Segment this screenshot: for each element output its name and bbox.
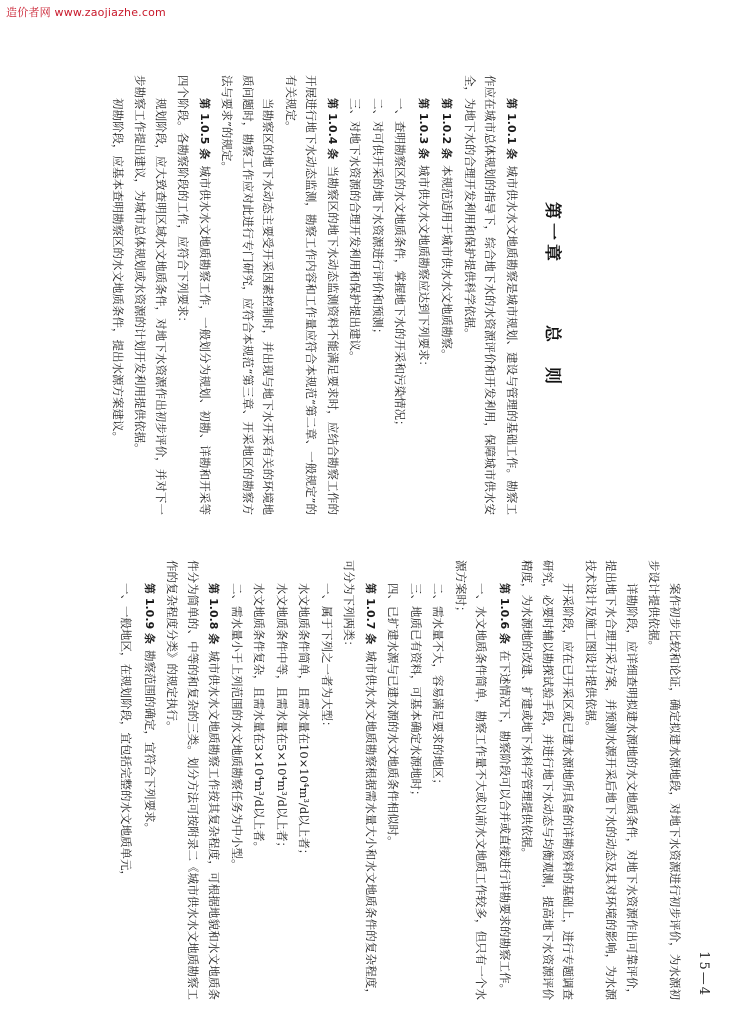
paragraph bbox=[162, 560, 225, 1000]
paragraph bbox=[581, 560, 643, 1000]
paragraph bbox=[390, 75, 411, 515]
paragraph-text: 开采阶段，应在已开采区或已建水源地所具备的详勘资料的基础上，进行专题调查研究，必要时辅以勘探试验手段，并进行地下水动态与均衡观测，提高地下水资源评价精度，为水源地的改建、扩建或地下水科学管理提供依据。 bbox=[520, 560, 576, 1000]
paragraph-text: 水文地质条件复杂，且需水量在3×10⁴m³/d以上者。 bbox=[252, 583, 267, 853]
paragraph-text: 当勘察区的地下水动态主要受开采因素控制时，并出现与地下水开采有关的环境地质问题时，勘察工作应对此进行专门研究，应符合本规范“第三章、开采地区的勘察方法与要求”的规定。 bbox=[220, 75, 276, 515]
paragraph bbox=[644, 560, 685, 1000]
paragraph-text: 规划阶段，应大致查明区域水文地质条件，对地下水资源作出初步评价，并对下一步勘察工作提出建议，为城市总体规划或水资源的计划开发利用提供依据。 bbox=[133, 75, 168, 515]
paragraph bbox=[139, 560, 161, 1000]
clause-number: 第 1.0.8 条 bbox=[207, 583, 221, 645]
paragraph-text: 二、需水量小于上列范围的水文地质勘察任务为中小型。 bbox=[230, 583, 244, 871]
paragraph bbox=[173, 75, 215, 515]
paragraph bbox=[281, 75, 344, 515]
paragraph-text: 勘察范围的确定，宜符合下列要求。 bbox=[143, 649, 157, 834]
paragraph bbox=[383, 560, 404, 1000]
paragraph bbox=[339, 560, 381, 1000]
rotated-page bbox=[95, 55, 715, 1015]
paragraph bbox=[428, 560, 449, 1000]
paragraph bbox=[345, 75, 366, 515]
right-body bbox=[116, 560, 685, 1000]
clause-number: 第 1.0.3 条 bbox=[417, 98, 430, 159]
paragraph-text: 初勘阶段，应基本查明勘察区的水文地质条件，提出水源方案建议。 bbox=[111, 98, 125, 443]
right-column bbox=[119, 560, 685, 1000]
page-number: 15—4 bbox=[696, 951, 711, 997]
paragraph bbox=[517, 560, 579, 1000]
clause-number: 第 1.0.5 条 bbox=[198, 98, 211, 160]
paragraph-text: 城市供水水文地质勘察根据需水量大小和水文地质条件的复杂程度，可分为下列两类： bbox=[342, 560, 378, 1000]
paragraph bbox=[460, 75, 523, 515]
paragraph-text: 城市供水水文地质勘察工作，一般划分为规划、初勘、详勘和开采等四个阶段。各勘察阶段的工作，应符合下列要求： bbox=[176, 75, 212, 515]
paragraph-text: 水文地质条件简单，且需水量在10×10⁴m³/d以上者； bbox=[297, 583, 312, 861]
paragraph-text: 水文地质条件中等，且需水量在5×10⁴m³/d以上者； bbox=[275, 583, 289, 853]
paragraph bbox=[272, 560, 293, 1000]
paragraph-text: 详勘阶段，应详细查明拟建水源地的水文地质条件，对地下水资源作出可靠评价，提出地下水合理开采方案，并预测水源开采后地下水的动态及其对环境的影响，为水源技术设计及施工图设计提供依据。 bbox=[584, 560, 639, 1000]
paragraph-text: 三、对地下水资源的合理开发利用和保护提出建议。 bbox=[348, 98, 363, 363]
paragraph bbox=[227, 560, 248, 1000]
paragraph bbox=[317, 560, 338, 1000]
left-body bbox=[108, 75, 523, 515]
chapter-label: 第一章 bbox=[542, 202, 562, 265]
chapter-heading bbox=[542, 75, 567, 515]
paragraph bbox=[130, 75, 171, 515]
paragraph-text: 一、水文地质条件简单，勘察工作量不大或以前水文地质工作较多，但只有一个水源方案时； bbox=[454, 560, 489, 1000]
paragraph-text: 四、已扩建水源与已建水源的水文地质条件相似时。 bbox=[386, 583, 401, 848]
clause-number: 第 1.0.1 条 bbox=[505, 98, 518, 160]
site-watermark: 造价者网 www.zaojiazhe.com bbox=[6, 6, 166, 19]
paragraph bbox=[116, 560, 137, 1000]
paragraph-text: 一、一般地区，在规划阶段，宜包括完整的水文地质单元， bbox=[119, 583, 134, 882]
paragraph bbox=[294, 560, 315, 1000]
clause-number: 第 1.0.6 条 bbox=[498, 583, 511, 644]
clause-number: 第 1.0.4 条 bbox=[326, 98, 339, 160]
paragraph bbox=[108, 75, 129, 515]
paragraph-text: 在下述情况下，勘察阶段可以合并或直接进行详勘要求的勘察工作。 bbox=[498, 649, 512, 995]
chapter-title: 总 则 bbox=[542, 325, 562, 388]
paragraph bbox=[406, 560, 427, 1000]
paragraph-text: 城市供水水文地质勘察应达到下列要求： bbox=[417, 164, 431, 372]
paragraph-text: 一、属于下列之一者为大型： bbox=[320, 583, 334, 733]
paragraph-text: 一、查明勘察区的水文地质条件，掌握地下水的开采和污染情况； bbox=[393, 98, 408, 432]
paragraph-text: 城市供水水文地质勘察是城市规划、建设与管理的基础工作。勘察工作应在城市总体规划的指导下，综合地下水的水资源评价和开发利用，保障城市供水安全，为地下水的合理开发利用和保护提供科学依据。 bbox=[463, 75, 519, 515]
paragraph-text: 当勘察区的地下水动态监测资料不能满足要求时，应结合勘察工作的开展进行地下水动态监测，勘察工作内容和工作量应符合本规范“第二章、一般规定”的有关规定。 bbox=[284, 75, 340, 515]
clause-number: 第 1.0.2 条 bbox=[440, 98, 454, 159]
paragraph bbox=[413, 75, 435, 515]
paragraph bbox=[436, 75, 458, 515]
clause-number: 第 1.0.9 条 bbox=[143, 583, 156, 644]
left-column bbox=[111, 75, 685, 515]
paragraph-text: 二、对可供开采的地下水资源进行评价和预测； bbox=[371, 98, 385, 340]
paragraph-text: 城市供水水文地质勘察工作按其复杂程度，可根据地貌和水文地质条件分为简单的、中等的和复杂的三类。划分方法可按附录二《城市供水水文地质勘察工作的复杂程度分类》的规定执行。 bbox=[165, 560, 222, 1000]
clause-number: 第 1.0.7 条 bbox=[364, 583, 377, 645]
paragraph-text: 案作初步比较和论证，确定拟建水源地段，对地下水资源进行初步评价，为水源初步设计提供依据。 bbox=[647, 560, 682, 1000]
paragraph bbox=[249, 560, 270, 1000]
paragraph bbox=[217, 75, 279, 515]
paragraph bbox=[494, 560, 516, 1000]
paragraph bbox=[368, 75, 389, 515]
paragraph bbox=[451, 560, 492, 1000]
paragraph-text: 本规范适用于城市供水水文地质勘察。 bbox=[440, 164, 455, 361]
paragraph-text: 二、需水量不大，容易满足要求的地区； bbox=[431, 583, 446, 790]
paragraph-text: 三、地质已有资料，可基本确定水源地时； bbox=[409, 583, 423, 802]
